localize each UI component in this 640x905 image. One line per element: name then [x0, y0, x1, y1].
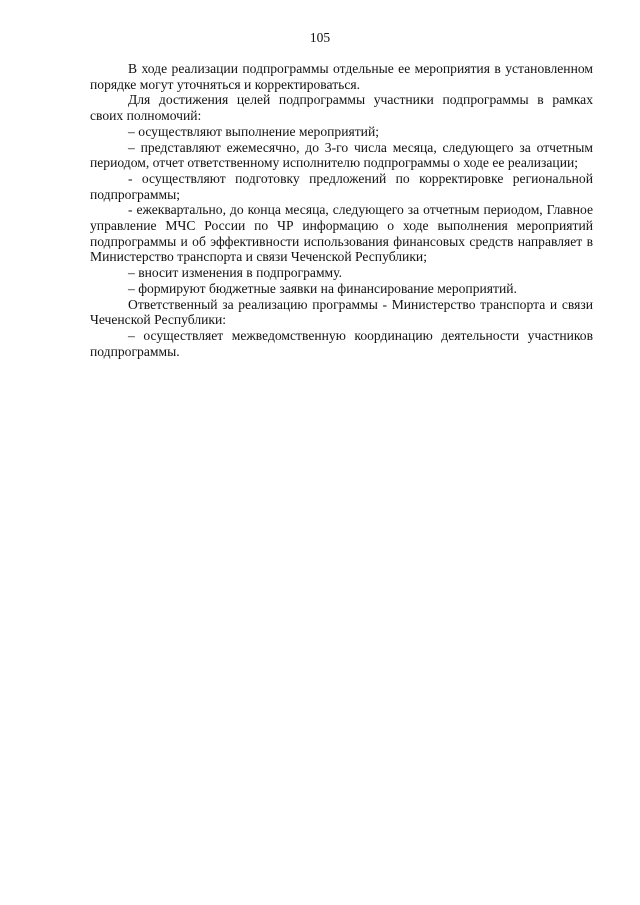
list-item-proposals: - осуществляют подготовку предложений по корректировке региональной подпрограммы; — [90, 170, 593, 202]
list-item-monthly-report: – представляют ежемесячно, до 3-го числа месяца, следующего за отчетным периодом, отчет ответственному исполнителю подпрограммы о ходе ее реализации; — [90, 139, 593, 171]
list-item-budget-requests: – формируют бюджетные заявки на финансирование мероприятий. — [128, 280, 517, 296]
list-item-coordination: – осуществляет межведомственную координацию деятельности участников подпрограммы. — [90, 327, 593, 359]
paragraph-subprogram-measures: В ходе реализации подпрограммы отдельные ее мероприятия в установленном порядке могут уточняться и корректироваться. — [90, 61, 593, 92]
document-body — [90, 61, 593, 359]
list-item-quarterly-info: - ежеквартально, до конца месяца, следующего за отчетным периодом, Главное управление МЧС России по ЧР информацию о ходе выполнения мероприятий подпрограммы и об эффективности использования финансовых средств направляет в Министерство транспорта и связи Чеченской Республики; — [90, 202, 593, 265]
list-item-implementation: – осуществляют выполнение мероприятий; — [128, 123, 379, 139]
list-item-amendments: – вносит изменения в подпрограмму. — [128, 265, 342, 281]
paragraph-participants-intro: Для достижения целей подпрограммы участники подпрограммы в рамках своих полномочий: — [90, 92, 593, 124]
paragraph-responsible-executor: Ответственный за реализацию программы - Министерство транспорта и связи Чеченской Республики: — [90, 296, 593, 328]
page-number: 105 — [309, 30, 331, 45]
